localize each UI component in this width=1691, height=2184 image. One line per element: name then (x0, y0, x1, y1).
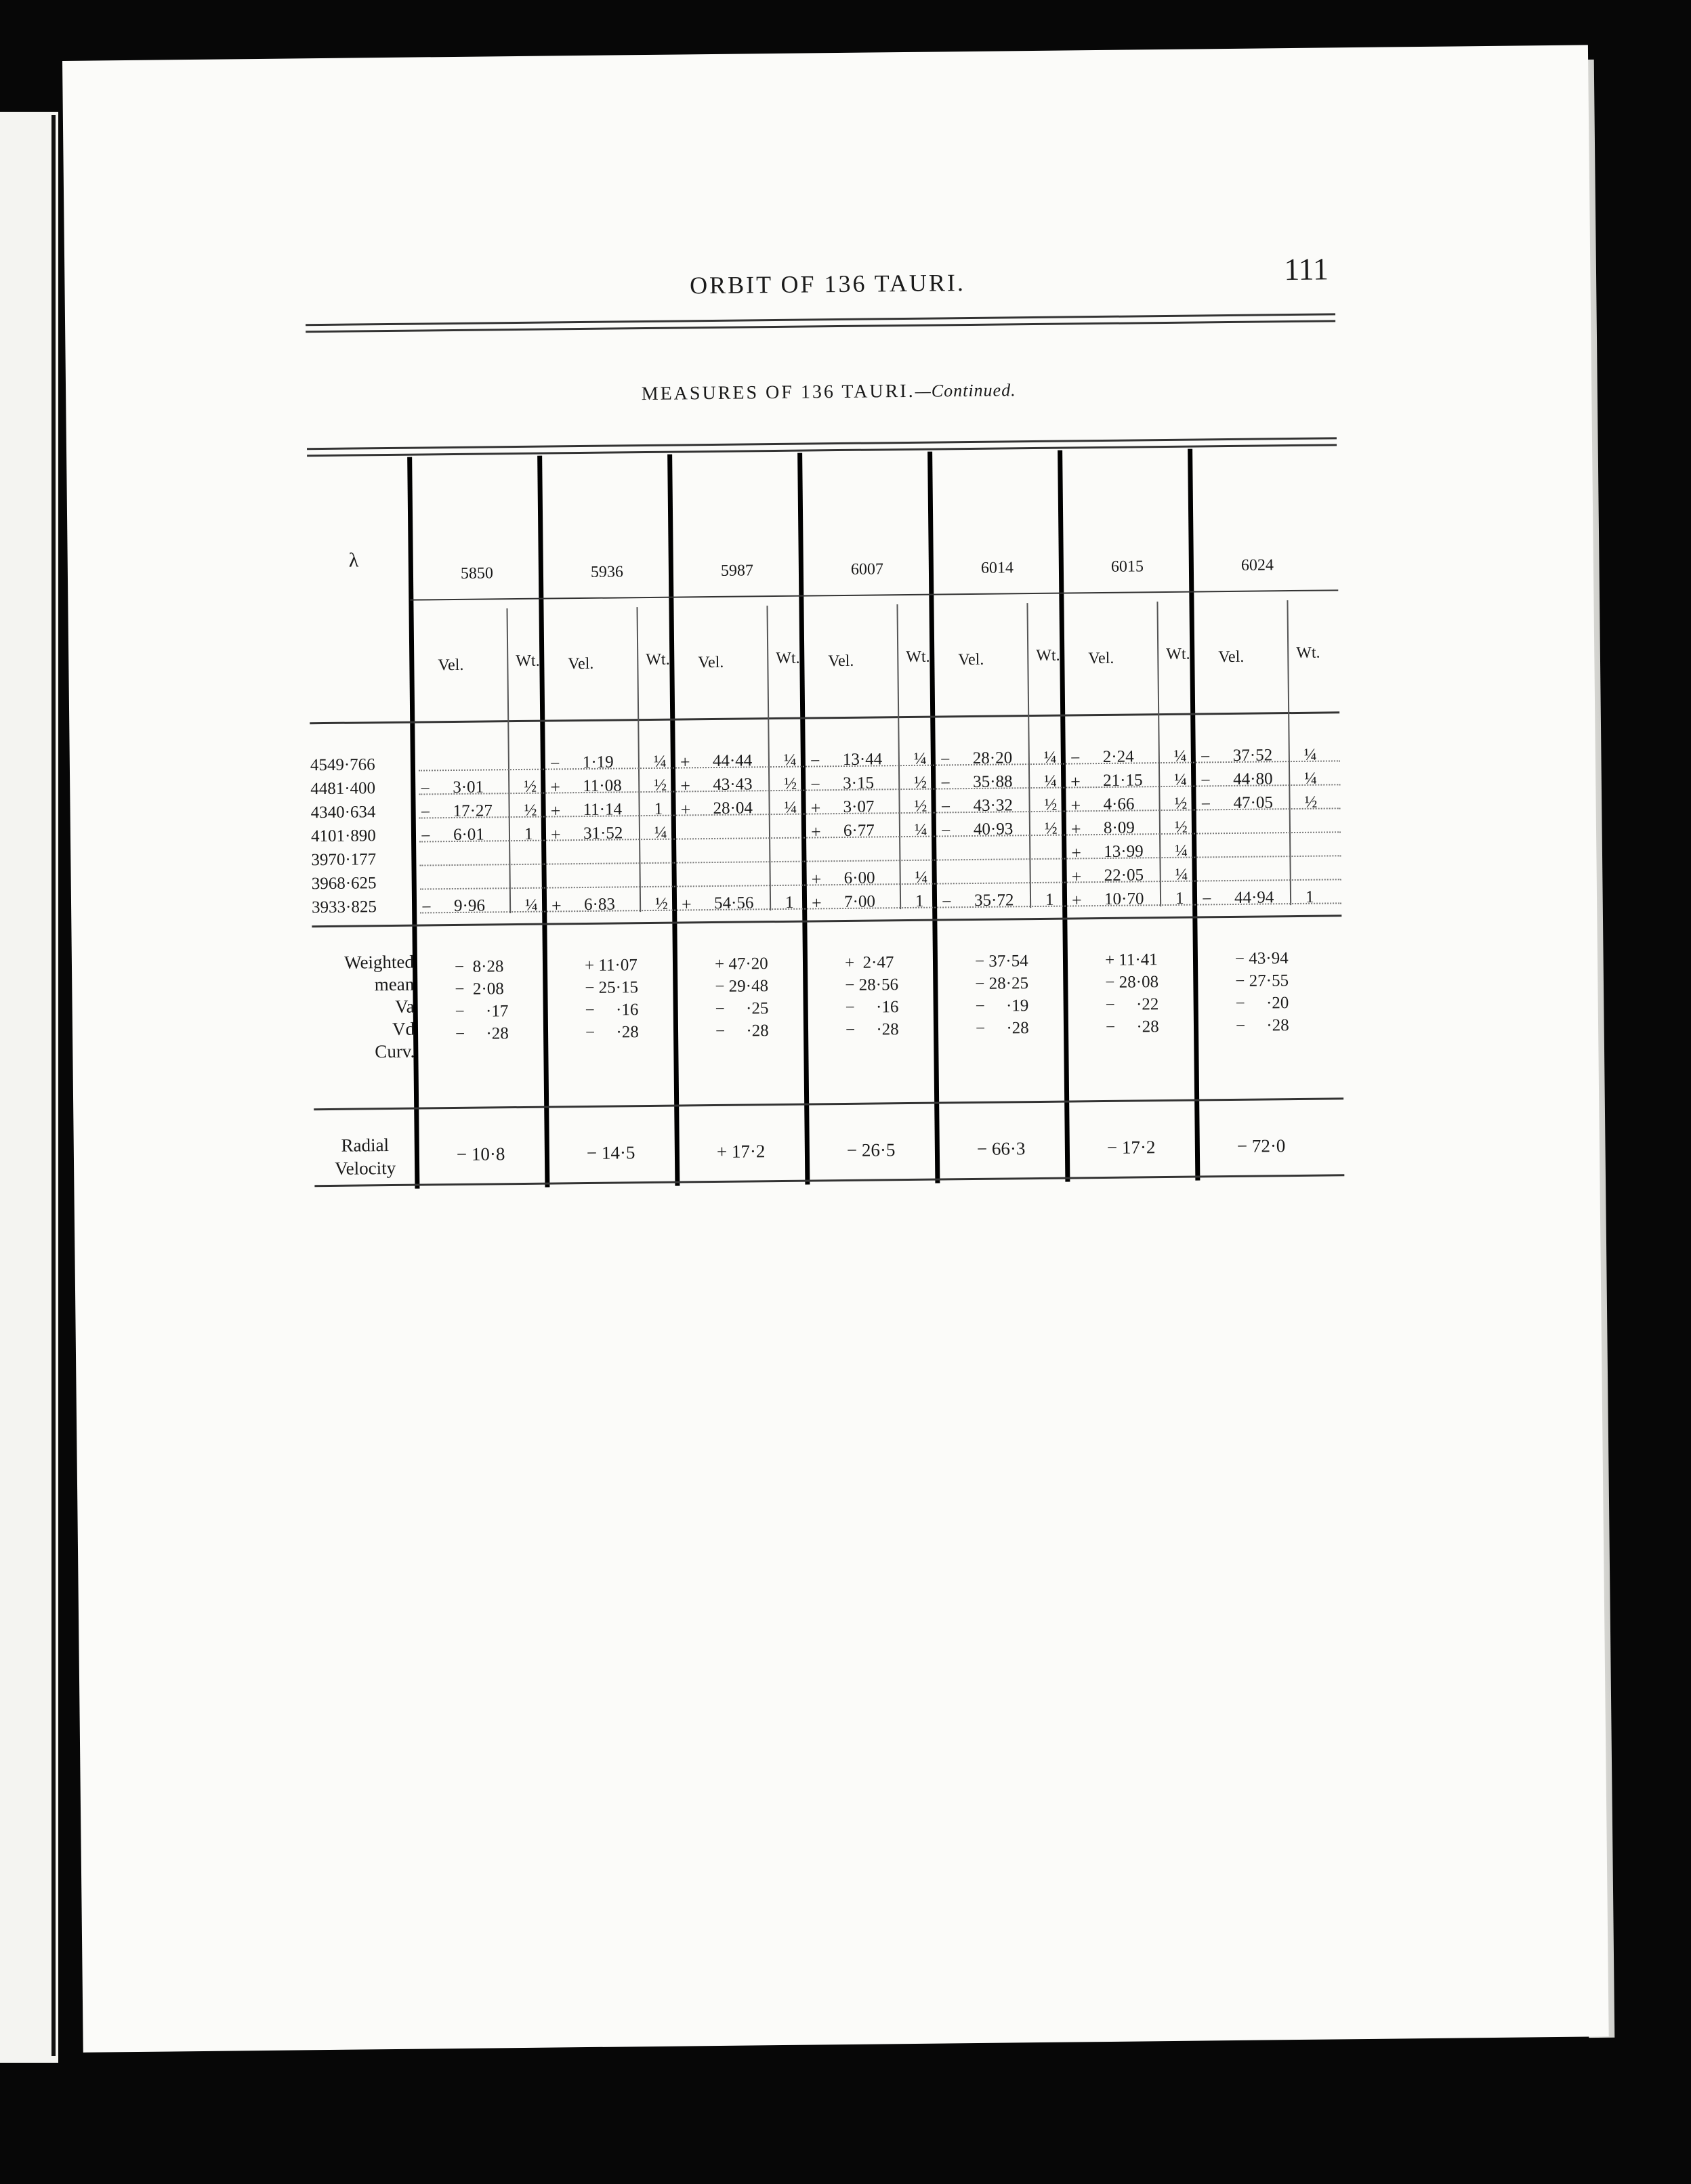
weight-value: 1 (524, 824, 533, 843)
weight-value: ¼ (654, 823, 667, 842)
weight-value: ¼ (1044, 772, 1058, 791)
value-sign: − (940, 773, 951, 793)
wavelength: 4549·766 (310, 755, 375, 775)
vel-header: Vel. (698, 653, 724, 672)
summary-label: Va (394, 996, 415, 1017)
wavelength: 3933·825 (311, 898, 377, 917)
vel-wt-divider (636, 607, 641, 912)
value-sign: + (811, 893, 822, 913)
summary-vd: − ·20 (1235, 994, 1289, 1013)
summary-wm: − 8·28 (454, 957, 504, 977)
weight-value: ½ (1304, 793, 1318, 812)
rule-plate-header (410, 589, 1338, 600)
weight-value: ½ (914, 797, 927, 816)
velocity-value: 6·77 (843, 821, 875, 840)
vel-wt-divider (506, 608, 511, 913)
book-page (62, 45, 1609, 2052)
vel-header: Vel. (1218, 648, 1245, 667)
summary-wm: + 2·47 (844, 953, 894, 972)
weight-value: 1 (654, 799, 663, 818)
velocity-value: 9·96 (453, 896, 486, 916)
vel-header: Vel. (958, 650, 984, 669)
summary-wm: − 37·54 (974, 952, 1028, 971)
radial-velocity-value: − 72·0 (1236, 1135, 1286, 1156)
velocity-value: 3·15 (843, 774, 875, 793)
weight-value: ½ (784, 774, 797, 793)
plate-number-6015: 6015 (1110, 558, 1144, 576)
wt-header: Wt. (776, 649, 800, 668)
plate-number-6024: 6024 (1240, 556, 1274, 574)
value-sign: + (810, 822, 821, 842)
value-sign: − (941, 891, 952, 912)
weight-value: ¼ (1043, 748, 1057, 767)
summary-vd: − ·16 (845, 998, 899, 1017)
weight-value: ¼ (524, 896, 538, 915)
radial-velocity-label: Velocity (334, 1157, 396, 1179)
weight-value: ¼ (913, 749, 927, 768)
summary-vd: − ·25 (715, 999, 769, 1018)
rule-bottom (314, 1174, 1344, 1187)
velocity-value: 35·72 (974, 891, 1014, 910)
weight-value: 1 (1305, 887, 1314, 906)
velocity-value: 17·27 (453, 801, 493, 821)
value-sign: + (1071, 843, 1082, 863)
rule-below-summary (314, 1097, 1343, 1110)
velocity-value: 28·04 (713, 799, 753, 818)
vel-wt-divider (1287, 600, 1291, 905)
velocity-value: 11·08 (583, 776, 622, 796)
weight-value: ½ (914, 773, 927, 792)
velocity-value: 35·88 (973, 772, 1013, 791)
plate-number-6007: 6007 (850, 560, 884, 579)
weight-value: ½ (654, 894, 668, 913)
value-sign: − (940, 797, 951, 817)
plate-number-5936: 5936 (590, 563, 624, 581)
velocity-value: 40·93 (973, 820, 1014, 839)
weight-value: ½ (1044, 795, 1058, 814)
velocity-value: 6·01 (453, 825, 484, 845)
summary-va: − 28·56 (845, 975, 899, 994)
weight-value: ½ (1174, 818, 1188, 837)
value-sign: − (810, 751, 820, 771)
column-rule (537, 456, 549, 1188)
velocity-value: 43·43 (713, 775, 753, 795)
table-caption (66, 373, 1591, 411)
rule-below-header (310, 711, 1339, 724)
wavelength: 3970·177 (311, 850, 377, 870)
velocity-value: 1·19 (582, 753, 614, 772)
summary-curv: − ·28 (1235, 1016, 1289, 1035)
summary-va: − 28·08 (1105, 973, 1159, 992)
wt-header: Wt. (906, 648, 930, 667)
column-rule (1058, 450, 1070, 1182)
value-sign: + (811, 869, 822, 889)
vel-header: Vel. (438, 656, 464, 675)
value-sign: − (420, 778, 431, 799)
radial-velocity-value: + 17·2 (716, 1141, 766, 1162)
value-sign: + (551, 896, 562, 916)
weight-value: ¼ (1173, 747, 1187, 765)
dotted-leader (420, 879, 1341, 889)
plate-number-5987: 5987 (720, 562, 754, 580)
summary-wm: + 11·41 (1104, 950, 1158, 969)
weight-value: ½ (654, 776, 667, 795)
velocity-value: 13·44 (842, 750, 883, 769)
caption-continued: —Continued. (915, 380, 1016, 401)
weight-value: ½ (1174, 794, 1188, 813)
value-sign: − (549, 753, 560, 774)
velocity-value: 44·80 (1233, 770, 1273, 789)
summary-curv: − ·28 (1105, 1017, 1159, 1036)
summary-va: − 29·48 (715, 977, 769, 996)
value-sign: + (810, 798, 821, 818)
summary-wm: + 11·07 (584, 956, 638, 975)
column-rule (407, 457, 419, 1189)
summary-vd: − ·22 (1105, 995, 1159, 1014)
column-rule (667, 455, 680, 1186)
value-sign: + (680, 799, 691, 820)
value-sign: + (1071, 890, 1082, 910)
summary-curv: − ·28 (715, 1022, 769, 1041)
value-sign: + (680, 752, 690, 772)
summary-wm: + 47·20 (714, 954, 768, 973)
summary-label: Weighted (344, 951, 415, 973)
velocity-value: 6·83 (583, 895, 616, 915)
velocity-value: 2·24 (1102, 747, 1134, 766)
value-sign: − (1201, 889, 1212, 909)
vel-wt-divider (1026, 603, 1031, 908)
velocity-value: 22·05 (1104, 866, 1144, 885)
velocity-value: 11·14 (583, 800, 623, 820)
wavelength: 4481·400 (310, 779, 376, 799)
value-sign: − (1070, 748, 1081, 768)
radial-velocity-value: − 26·5 (846, 1139, 896, 1160)
velocity-value: 10·70 (1104, 889, 1144, 908)
value-sign: + (550, 777, 561, 797)
velocity-value: 47·05 (1233, 793, 1274, 812)
value-sign: − (940, 749, 951, 770)
velocity-value: 3·07 (843, 797, 875, 816)
page-number: 111 (1284, 251, 1329, 287)
vel-header: Vel. (568, 654, 594, 673)
velocity-value: 43·32 (973, 796, 1014, 815)
weight-value: ¼ (1303, 745, 1317, 764)
weight-value: 1 (1045, 890, 1054, 909)
weight-value: ¼ (914, 820, 927, 839)
value-sign: + (1070, 772, 1081, 792)
value-sign: − (1201, 770, 1211, 791)
velocity-value: 8·09 (1103, 818, 1135, 837)
summary-label: mean (374, 973, 415, 995)
caption-main: MEASURES OF 136 TAURI. (641, 380, 915, 405)
weight-value: ¼ (915, 868, 928, 887)
weight-value: ½ (524, 801, 537, 820)
summary-label: Curv. (375, 1041, 415, 1062)
value-sign: − (420, 826, 431, 846)
velocity-value: 3·01 (453, 778, 484, 797)
value-sign: + (550, 824, 561, 845)
weight-value: ½ (524, 777, 537, 796)
radial-velocity-value: − 66·3 (976, 1138, 1026, 1159)
column-rule (927, 452, 940, 1183)
value-sign: + (1070, 795, 1081, 816)
velocity-value: 7·00 (843, 892, 876, 911)
radial-velocity-label: Radial (341, 1135, 390, 1156)
value-sign: + (550, 801, 561, 821)
weight-value: ¼ (653, 752, 667, 771)
rule-below-data (312, 915, 1341, 927)
running-head: ORBIT OF 136 TAURI. (689, 269, 966, 299)
plate-number-6014: 6014 (980, 559, 1014, 577)
table-rule-top-1 (307, 437, 1337, 450)
radial-velocity-value: − 14·5 (586, 1142, 635, 1163)
summary-curv: − ·28 (975, 1019, 1029, 1038)
weight-value: ¼ (784, 798, 797, 817)
velocity-value: 31·52 (583, 824, 623, 843)
velocity-value: 4·66 (1103, 795, 1135, 814)
wavelength: 4101·890 (310, 826, 376, 846)
wavelength: 4340·634 (310, 803, 376, 822)
velocity-value: 54·56 (713, 894, 754, 912)
summary-curv: − ·28 (585, 1023, 639, 1042)
velocity-value: 6·00 (843, 868, 875, 887)
weight-value: 1 (915, 891, 924, 910)
plate-number-5850: 5850 (460, 564, 494, 583)
wt-header: Wt. (1296, 644, 1320, 662)
gutter-rule (51, 115, 56, 2056)
vel-header: Vel. (828, 652, 854, 671)
summary-curv: − ·28 (455, 1024, 509, 1044)
weight-value: ¼ (1304, 769, 1318, 788)
velocity-value: 28·20 (972, 749, 1013, 768)
summary-wm: − 43·94 (1234, 949, 1289, 968)
weight-value: ¼ (1175, 865, 1188, 884)
velocity-value: 13·99 (1104, 842, 1144, 861)
value-sign: − (1200, 747, 1211, 767)
radial-velocity-value: − 17·2 (1106, 1137, 1156, 1158)
value-sign: − (420, 802, 431, 822)
summary-vd: − ·19 (975, 996, 1029, 1015)
weight-value: ¼ (1175, 841, 1188, 860)
vel-header: Vel. (1088, 649, 1114, 668)
value-sign: − (940, 820, 951, 841)
summary-va: − 28·25 (975, 974, 1029, 993)
summary-curv: − ·28 (845, 1020, 899, 1039)
header-rule-top (306, 313, 1335, 326)
wavelength: 3968·625 (311, 874, 377, 894)
dotted-leader (419, 855, 1341, 866)
summary-va: − 27·55 (1235, 971, 1289, 990)
summary-label: Vd (392, 1018, 415, 1039)
vel-wt-divider (766, 606, 771, 910)
summary-va: − 25·15 (585, 978, 639, 997)
value-sign: + (1071, 866, 1082, 887)
value-sign: + (1070, 819, 1081, 839)
value-sign: − (421, 897, 432, 917)
velocity-value: 44·44 (712, 751, 753, 771)
velocity-value: 37·52 (1232, 746, 1273, 765)
weight-value: 1 (1175, 889, 1184, 908)
value-sign: − (810, 774, 821, 795)
velocity-value: 21·15 (1103, 771, 1143, 790)
column-rule (797, 453, 810, 1185)
summary-vd: − ·16 (585, 1001, 639, 1020)
weight-value: ¼ (1174, 770, 1188, 789)
value-sign: + (681, 894, 692, 915)
measures-table (307, 437, 1344, 1193)
vel-wt-divider (1156, 602, 1161, 906)
weight-value: ¼ (783, 751, 797, 770)
wt-header: Wt. (1036, 646, 1060, 665)
radial-velocity-value: − 10·8 (456, 1143, 505, 1164)
value-sign: − (1201, 794, 1211, 814)
left-page-edge (0, 112, 58, 2063)
lambda-header: λ (348, 549, 359, 572)
column-rule (1188, 449, 1200, 1181)
wt-header: Wt. (646, 650, 670, 669)
weight-value: ½ (1044, 819, 1058, 838)
weight-value: 1 (785, 893, 794, 912)
summary-va: − 2·08 (455, 980, 504, 999)
vel-wt-divider (896, 604, 901, 909)
value-sign: + (680, 776, 691, 796)
wt-header: Wt. (516, 652, 540, 671)
summary-vd: − ·17 (455, 1002, 509, 1022)
velocity-value: 44·94 (1234, 888, 1274, 907)
wt-header: Wt. (1166, 645, 1190, 663)
